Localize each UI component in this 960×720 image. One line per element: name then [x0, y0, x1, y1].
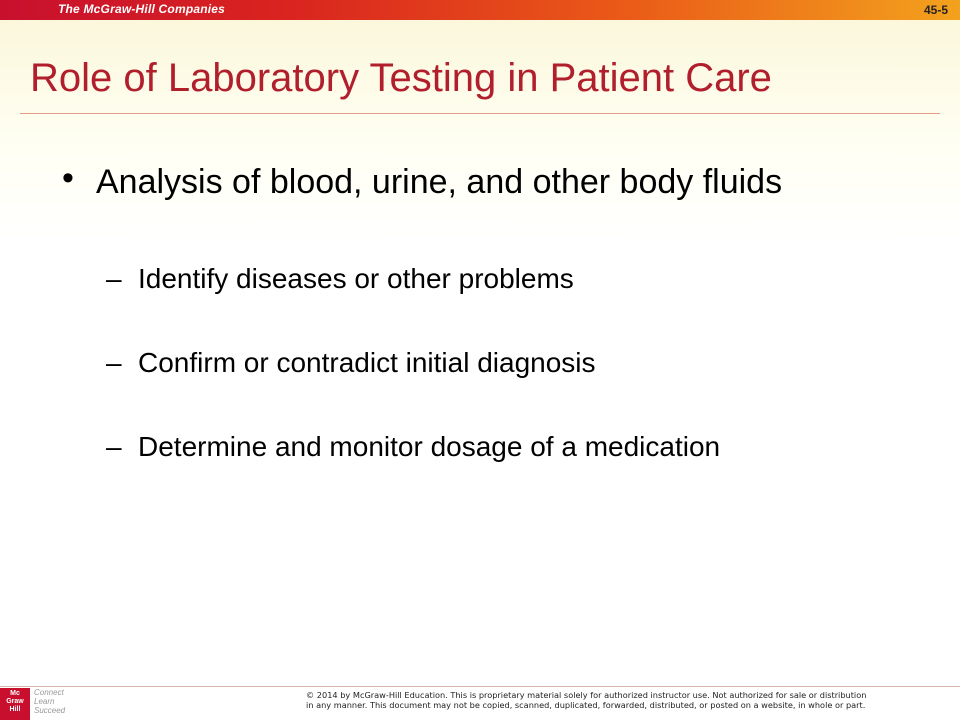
footer-divider — [0, 686, 960, 687]
tagline-line: Connect — [34, 688, 64, 697]
tagline-line: Succeed — [34, 706, 66, 715]
copyright-line: in any manner. This document may not be copied, scanned, duplicated, forwarded, distributed, or posted on a website, in whole or part. — [306, 700, 866, 710]
bullet-text: Analysis of blood, urine, and other body fluids — [96, 163, 783, 201]
logo-line: Hill — [9, 706, 21, 713]
sub-bullet-text: Determine and monitor dosage of a medication — [138, 431, 721, 462]
brand-name: The McGraw-Hill Companies — [58, 2, 226, 16]
sub-bullet-marker: – — [106, 431, 122, 462]
sub-bullet-text: Confirm or contradict initial diagnosis — [138, 347, 596, 378]
bullet-marker: • — [62, 159, 74, 197]
logo-line: Mc — [10, 690, 20, 697]
mcgraw-hill-logo — [0, 688, 30, 720]
logo-tagline — [34, 688, 65, 715]
slide-title: Role of Laboratory Testing in Patient Care — [30, 56, 772, 100]
sub-bullet-marker: – — [106, 347, 122, 378]
sub-bullet-marker: – — [106, 263, 122, 294]
sub-bullet — [106, 430, 866, 464]
sub-bullet — [106, 346, 866, 380]
copyright-notice — [306, 690, 954, 710]
tagline-line: Learn — [34, 697, 55, 706]
sub-bullet-text: Identify diseases or other problems — [138, 263, 574, 294]
sub-bullet — [106, 262, 866, 296]
copyright-line: © 2014 by McGraw-Hill Education. This is proprietary material solely for authorized instructor use. Not authorized for sale or distribution — [306, 690, 867, 700]
slide-number: 45-5 — [923, 3, 948, 17]
logo-line: Graw — [6, 698, 24, 705]
